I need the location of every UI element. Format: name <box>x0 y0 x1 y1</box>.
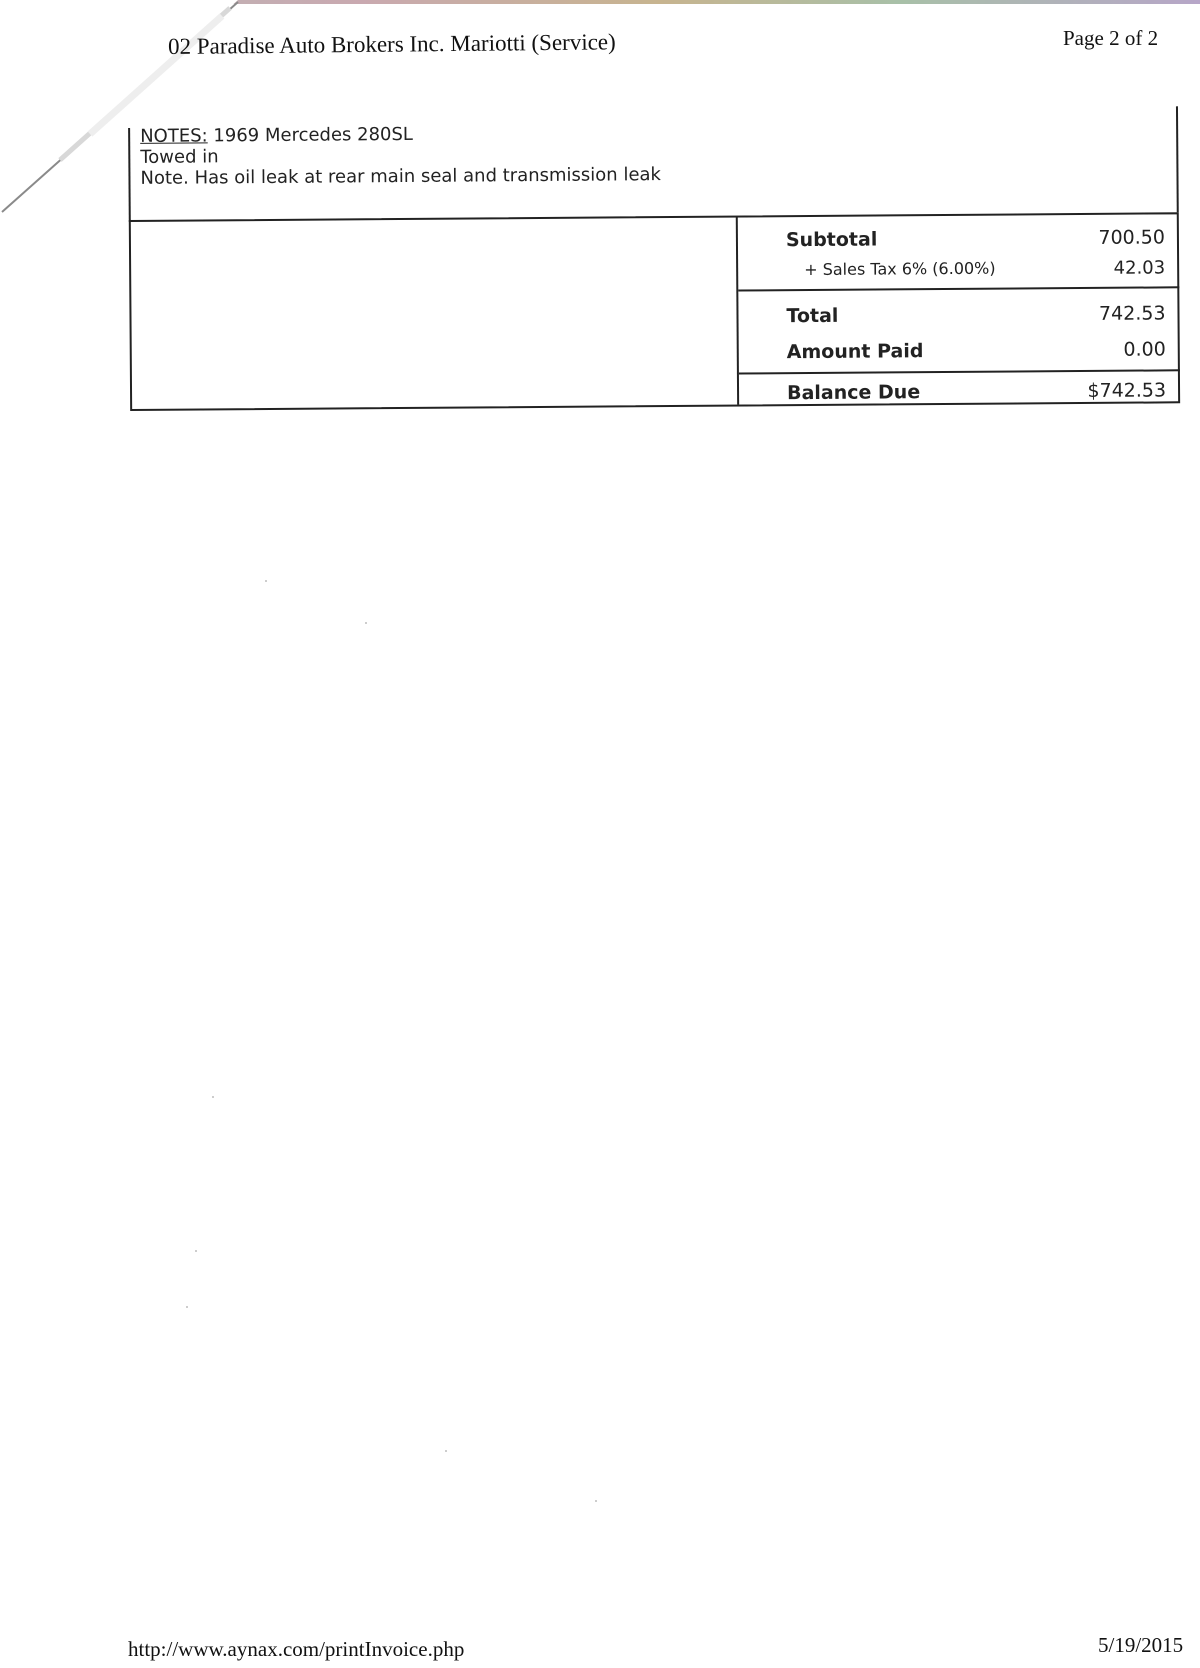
amount-paid-row <box>739 338 1180 364</box>
scan-speck <box>186 1306 188 1308</box>
notes-line-2: Towed in <box>140 146 219 168</box>
invoice-header-title: 02 Paradise Auto Brokers Inc. Mariotti (Service) <box>167 29 616 59</box>
notes-label: NOTES: <box>140 125 208 147</box>
sales-tax-row <box>738 257 1179 280</box>
page-number: Page 2 of 2 <box>1063 26 1159 50</box>
balance-due-value: $742.53 <box>1087 379 1167 402</box>
scan-speck <box>595 1500 597 1502</box>
invoice-summary-frame <box>128 106 1180 414</box>
scan-speck <box>212 1096 214 1098</box>
scan-speck <box>195 1250 197 1252</box>
subtotal-row <box>738 226 1179 252</box>
scan-speck <box>265 580 267 582</box>
notes-border <box>128 128 131 222</box>
notes-line-3: Note. Has oil leak at rear main seal and transmission leak <box>140 164 662 189</box>
totals-divider <box>738 286 1179 291</box>
totals-section <box>129 212 1180 411</box>
footer-date: 5/19/2015 <box>1098 1633 1184 1657</box>
footer-url: http://www.aynax.com/printInvoice.php <box>128 1637 465 1661</box>
scan-speck <box>445 1450 447 1452</box>
sales-tax-label: + Sales Tax 6% (6.00%) <box>804 258 996 280</box>
amount-paid-value: 0.00 <box>1123 338 1166 361</box>
scan-speck <box>365 622 367 624</box>
total-row <box>738 302 1179 328</box>
totals-panel <box>736 214 1180 404</box>
subtotal-label: Subtotal <box>785 228 878 252</box>
balance-due-row <box>739 379 1180 405</box>
subtotal-value: 700.50 <box>1098 226 1166 249</box>
notes-content <box>140 122 661 189</box>
notes-box <box>128 106 1179 220</box>
total-label: Total <box>786 304 839 328</box>
notes-vehicle: 1969 Mercedes 280SL <box>213 123 413 147</box>
balance-divider <box>739 369 1180 374</box>
total-value: 742.53 <box>1098 302 1166 325</box>
amount-paid-label: Amount Paid <box>786 340 924 364</box>
sales-tax-value: 42.03 <box>1113 257 1166 279</box>
balance-due-label: Balance Due <box>786 381 921 405</box>
